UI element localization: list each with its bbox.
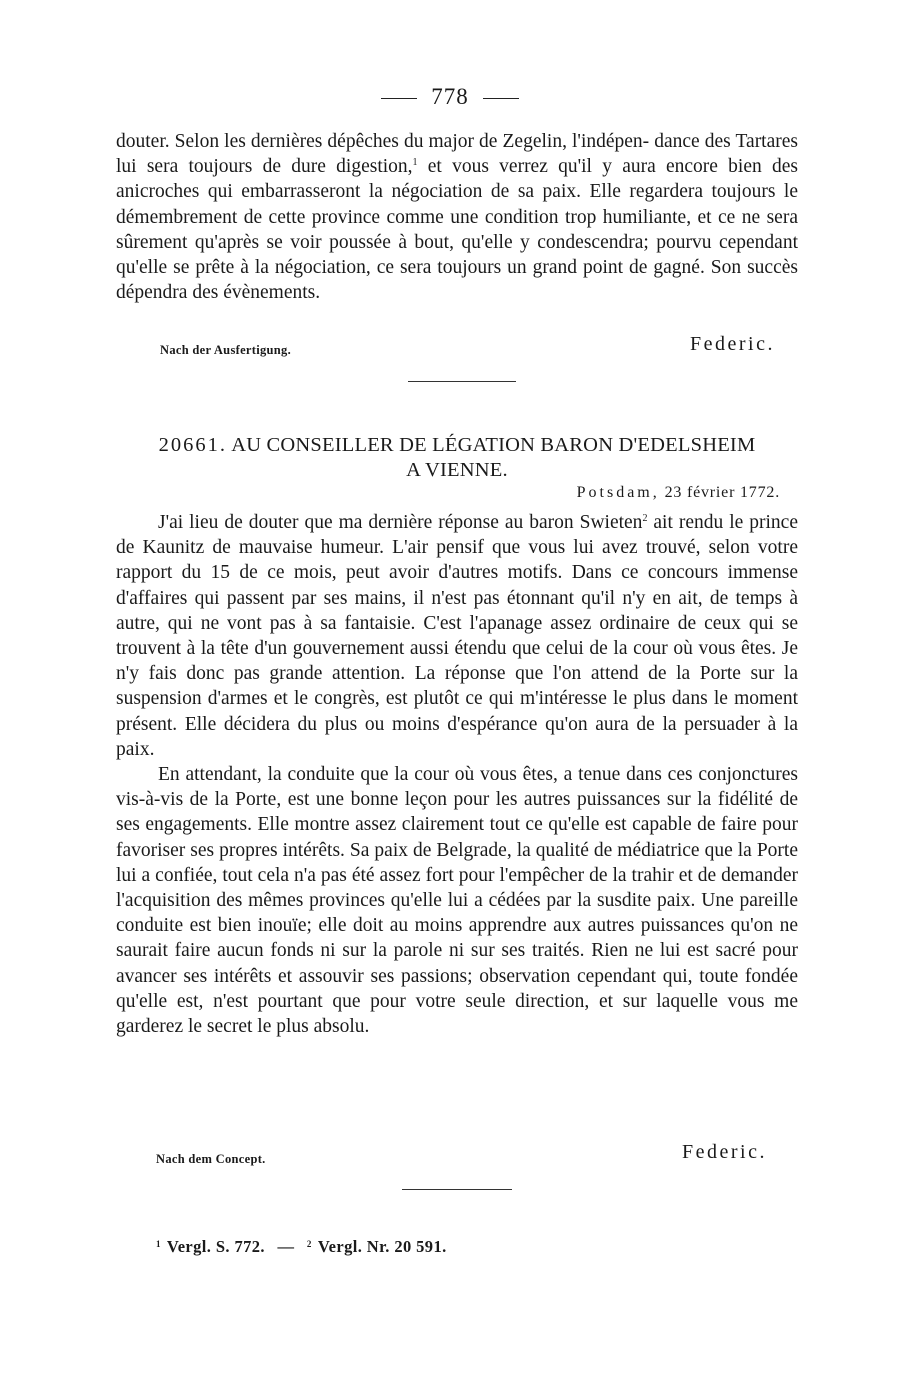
section-divider-2 xyxy=(402,1189,512,1190)
letter-heading-line-1 xyxy=(116,433,798,458)
continuation-paragraph xyxy=(116,129,798,305)
page-number-dash-right xyxy=(483,98,519,99)
letter-dateline xyxy=(577,484,780,502)
footnote-2-text: Vergl. Nr. 20 591. xyxy=(317,1237,447,1256)
letter-heading xyxy=(116,433,798,483)
letter-paragraph-1 xyxy=(116,510,798,762)
footnotes xyxy=(156,1237,447,1257)
page-number xyxy=(0,84,900,110)
footnote-separator: — xyxy=(277,1237,295,1256)
page-number-dash-left xyxy=(381,98,417,99)
letter-paragraph-1-rest: ait rendu le prince de Kaunitz de mauvaise humeur. L'air pensif que vous lui avez trouvé, selon votre rapport du 15 de ce mois, peut avoir d'autres motifs. Dans ce concours immense d'affaires qui passent par ses mains, il n'est pas étonnant qu'il n'y en ait, de temps à autre, qui ne vont pas à sa fantaisie. C'est l'apanage assez ordinaire de ceux qui se trouvent à la tête d'un gouvernement aussi étendu que celui de la cour où vous êtes. Je n'y fais donc pas grande attention. La réponse que l'on attend de la Porte sur la suspension d'armes et le congrès, est plutôt ce qui m'intéresse le plus dans le moment présent. Elle décidera du plus ou moins d'espérance qu'on aura de la persuader à la paix. xyxy=(116,512,798,760)
footnote-1-text: Vergl. S. 772. xyxy=(166,1237,265,1256)
letter-place: Potsdam, xyxy=(576,484,660,501)
letter-paragraph-2: En attendant, la conduite que la cour où vous êtes, a tenue dans ces conjonctures vis-à-vis de la Porte, est une bonne leçon pour les autres puissances sur la fidélité de ses engagements. Elle montre assez clairement tout ce qu'elle est capable de faire pour favoriser ses propres intérêts. Sa paix de Belgrade, la qualité de médiatrice que la Porte lui a confiée, tout cela n'a pas été assez fort pour l'empêcher de la trahir et de demander l'acquisition des mêmes provinces qu'elle lui a cédées par la susdite paix. Une pareille conduite est bien inouïe; elle doit au moins apprendre aux autres puissances qu'on ne saurait faire aucun fonds ni sur la parole ni sur ses traités. Rien ne lui est sacré pour avancer ses intérêts et assouvir ses passions; observation cependant qui, toute fondée qu'elle est, n'est pourtant que pour votre seule direction, et sur laquelle vous me garderez le secret le plus absolu. xyxy=(116,764,798,1038)
letter-title-2: A VIENNE. xyxy=(406,459,508,481)
signature-1: Federic. xyxy=(690,333,775,355)
letter-paragraph-1-start: J'ai lieu de douter que ma dernière réponse au baron Swieten xyxy=(158,512,643,533)
letter-date: 23 février 1772. xyxy=(664,484,780,501)
footnote-1-mark: 1 xyxy=(156,1239,161,1249)
page-number-value: 778 xyxy=(431,84,469,109)
source-note-2: Nach dem Concept. xyxy=(156,1152,266,1166)
continuation-line-3: et vous verrez qu'il y aura encore bien des anicroches qui embarrasseront la négociation de sa paix. Elle regardera toujours le démembrement de cette province comme une condition trop humiliante, et ce ne sera sûrement qu'après se voir poussée à bout, qu'elle y condescendra; pourvu cependant qu'elle se prête à la négociation, ce sera toujours un grand point de gagné. Son succès dépendra des évènements. xyxy=(116,156,798,304)
signature-2: Federic. xyxy=(682,1141,767,1163)
letter-body xyxy=(116,510,798,1039)
section-divider-1 xyxy=(408,381,516,382)
continuation-line-2: dance des Tartares lui sera toujours de dure digestion, xyxy=(116,131,798,178)
source-note-1: Nach der Ausfertigung. xyxy=(160,343,292,357)
footnote-2-mark: 2 xyxy=(306,1239,312,1249)
letter-number: 20661. xyxy=(158,434,227,456)
letter-title-1: AU CONSEILLER DE LÉGATION BARON D'EDELSHEIM xyxy=(231,434,756,456)
continuation-line-1: douter. Selon les dernières dépêches du major de Zegelin, l'indépen- xyxy=(116,131,650,152)
footnote-ref-1: 1 xyxy=(412,157,418,169)
footnote-ref-2: 2 xyxy=(642,513,648,524)
